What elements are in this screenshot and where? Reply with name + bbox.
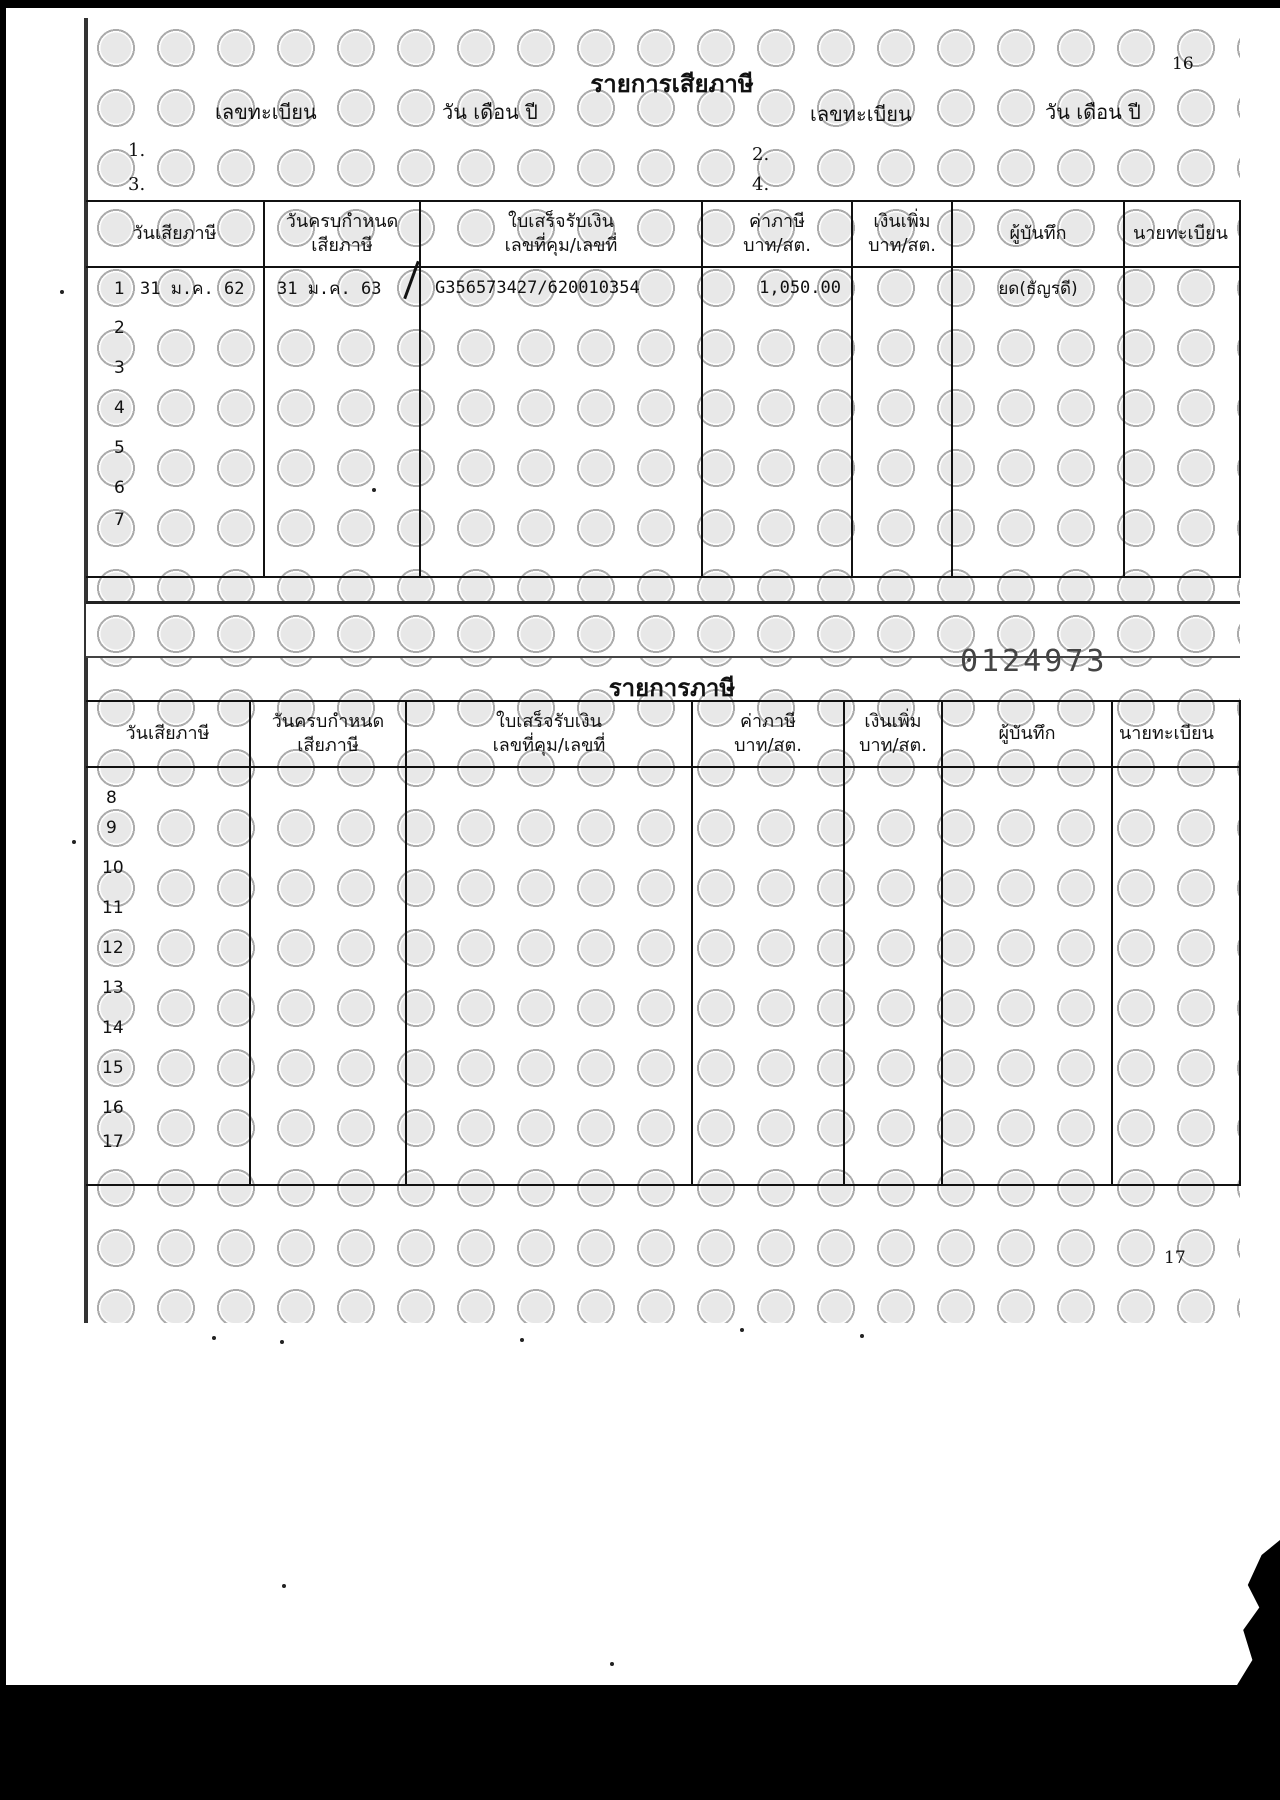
recorder-name: ยด(ธัญรดี) bbox=[998, 278, 1078, 299]
page-number-top: 16 bbox=[1172, 54, 1194, 74]
column-header-surcharge: เงินเพิ่ม บาท/สต. bbox=[844, 701, 942, 767]
table-row bbox=[86, 428, 1240, 468]
table-row bbox=[86, 968, 1240, 1008]
registration-slot-3: 3. bbox=[128, 174, 146, 195]
column-header-recorder: ผู้บันทึก bbox=[952, 201, 1124, 267]
row-number: 17 bbox=[102, 1132, 124, 1152]
row-number: 16 bbox=[102, 1098, 124, 1118]
column-header-receipt-number: ใบเสร็จรับเงิน เลขที่คุม/เลขที่ bbox=[420, 201, 702, 267]
tax-payment-table-2 bbox=[86, 700, 1241, 1186]
table-row bbox=[86, 468, 1240, 508]
row-number: 12 bbox=[102, 938, 124, 958]
tax-amount: 1,050.00 bbox=[759, 278, 841, 298]
registration-slot-2: 2. bbox=[752, 144, 770, 165]
column-header-receipt-number: ใบเสร็จรับเงิน เลขที่คุม/เลขที่ bbox=[406, 701, 692, 767]
scan-torn-edge bbox=[1234, 1540, 1280, 1690]
due-date: 31 ม.ค. 63 bbox=[277, 278, 382, 299]
payment-date: 31 ม.ค. 62 bbox=[140, 278, 245, 299]
table-row bbox=[86, 267, 1240, 308]
table-row bbox=[86, 1008, 1240, 1048]
table-row bbox=[86, 308, 1240, 348]
scan-border-top bbox=[0, 0, 1280, 8]
row-number: 10 bbox=[102, 858, 124, 878]
registration-slot-1: 1. bbox=[128, 140, 146, 161]
document-control-number: 0124973 bbox=[960, 644, 1108, 679]
row-number: 14 bbox=[102, 1018, 124, 1038]
row-number: 5 bbox=[114, 438, 125, 458]
date-label-right: วัน เดือน ปี bbox=[1045, 100, 1141, 124]
table-row bbox=[86, 1128, 1240, 1185]
row-number: 15 bbox=[102, 1058, 124, 1078]
table-row bbox=[86, 348, 1240, 388]
table-row bbox=[86, 1088, 1240, 1128]
table-row bbox=[86, 1048, 1240, 1088]
row-number: 8 bbox=[106, 788, 117, 808]
tax-record-title: รายการเสียภาษี bbox=[590, 70, 754, 98]
row-number: 2 bbox=[114, 318, 125, 338]
table-row bbox=[86, 888, 1240, 928]
row-number: 4 bbox=[114, 398, 125, 418]
column-header-registrar: นายทะเบียน bbox=[1124, 201, 1240, 267]
column-header-due-date: วันครบกำหนด เสียภาษี bbox=[264, 201, 420, 267]
table-row bbox=[86, 928, 1240, 968]
row-number: 1 bbox=[114, 278, 125, 299]
row-number: 13 bbox=[102, 978, 124, 998]
tax-payment-table-1 bbox=[86, 200, 1241, 578]
row-number: 9 bbox=[106, 818, 117, 838]
row-number: 3 bbox=[114, 358, 125, 378]
date-label-left: วัน เดือน ปี bbox=[442, 100, 538, 124]
column-header-recorder: ผู้บันทึก bbox=[942, 701, 1112, 767]
table-row bbox=[86, 767, 1240, 808]
column-header-registrar: นายทะเบียน bbox=[1112, 701, 1240, 767]
scan-border-bottom bbox=[0, 1685, 1280, 1800]
table-row bbox=[86, 808, 1240, 848]
column-header-tax-amount: ค่าภาษี บาท/สต. bbox=[692, 701, 844, 767]
table-row bbox=[86, 508, 1240, 577]
registration-number-label-right: เลขทะเบียน bbox=[810, 102, 912, 126]
row-number: 11 bbox=[102, 898, 124, 918]
receipt-number: G356573427/620010354 bbox=[435, 278, 640, 298]
column-header-payment-date: วันเสียภาษี bbox=[86, 201, 264, 267]
column-header-payment-date: วันเสียภาษี bbox=[86, 701, 250, 767]
scan-border-left bbox=[0, 0, 6, 1690]
row-number: 7 bbox=[114, 510, 125, 530]
page-number-bottom: 17 bbox=[1164, 1248, 1186, 1268]
column-header-due-date: วันครบกำหนด เสียภาษี bbox=[250, 701, 406, 767]
row-number: 6 bbox=[114, 478, 125, 498]
registration-slot-4: 4. bbox=[752, 174, 770, 195]
table-row bbox=[86, 388, 1240, 428]
column-header-tax-amount: ค่าภาษี บาท/สต. bbox=[702, 201, 852, 267]
tax-list-title: รายการภาษี bbox=[608, 674, 736, 702]
registration-number-label-left: เลขทะเบียน bbox=[215, 100, 317, 124]
table-row bbox=[86, 848, 1240, 888]
column-header-surcharge: เงินเพิ่ม บาท/สต. bbox=[852, 201, 952, 267]
